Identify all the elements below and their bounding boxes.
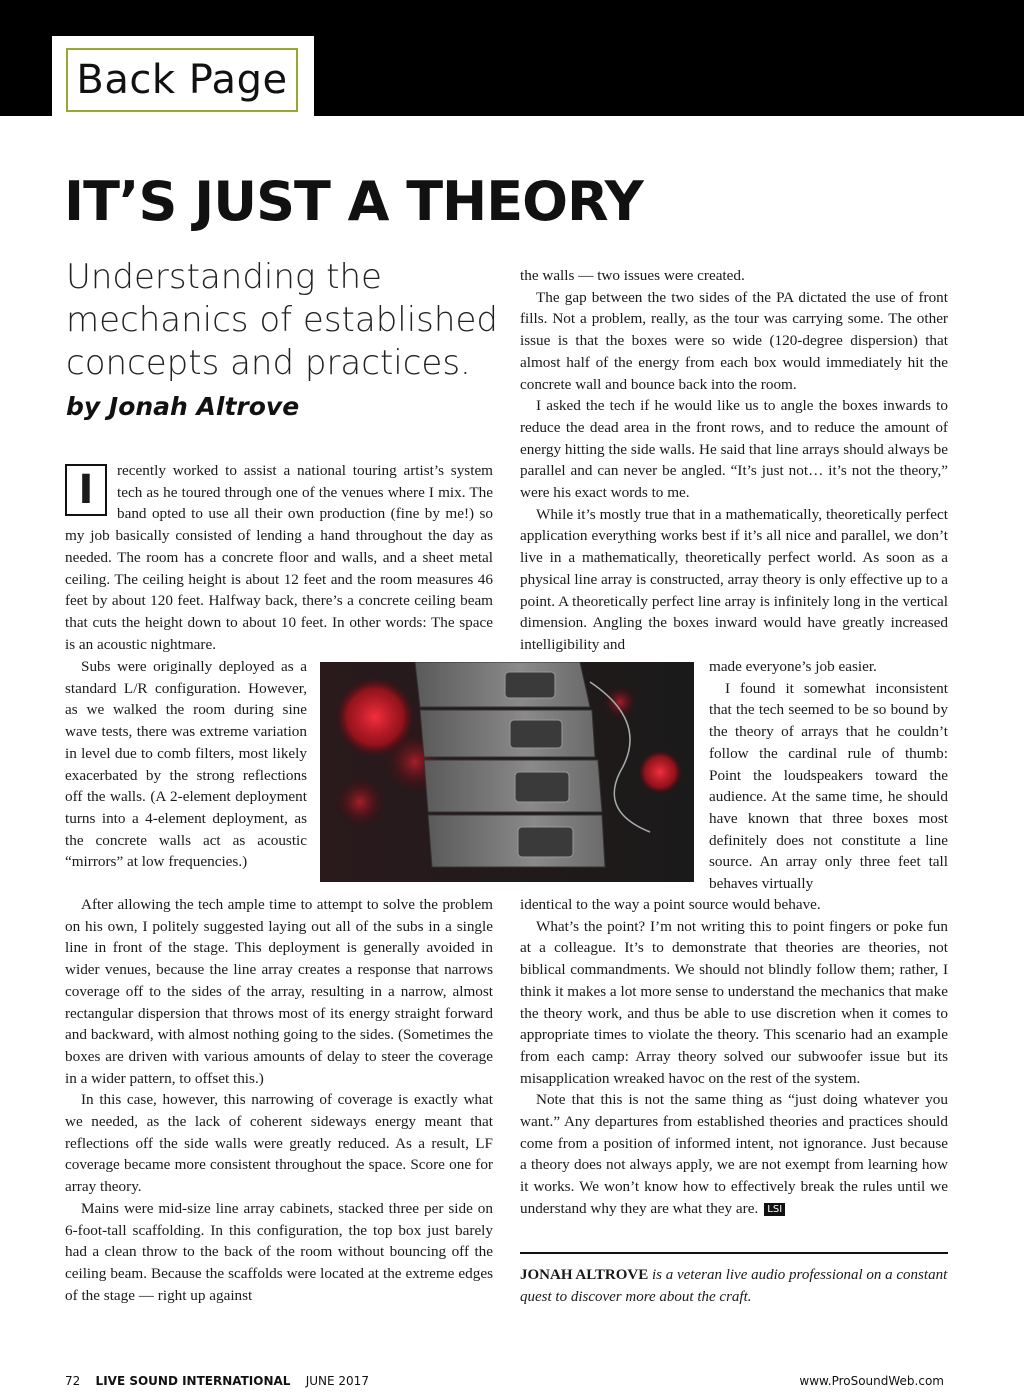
intro-paragraph: recently worked to assist a national touring artist’s system tech as he toured through one of the venues where I mix. The band opted to use all their own production (fine by me!) so my job basically consisted of lending a hand throughout the day as needed. The room has a concrete floor and walls, and a sheet metal ceiling. The ceiling height is about 12 feet and the room measures 46 feet by about 120 feet. Halfway back, there’s a concrete ceiling beam that cuts the height down to about 10 feet. In other words: The space is an acoustic nightmare. <box>65 462 493 653</box>
bio-text: is a veteran live audio professional on a constant quest to discover more about the craft. <box>520 1267 948 1305</box>
paragraph-note <box>520 1089 948 1219</box>
article-subtitle: Understanding the mechanics of established concepts and practices. <box>66 257 498 383</box>
paragraph-subs: Subs were originally deployed as a standard L/R configuration. However, as we walked the room during sine wave tests, there was extreme variation in level due to comb filters, most likely exacerbated by the strong reflections off the walls. (A 2-element deployment turns into a 4-element deployment, as the concrete walls act as acoustic “mirrors” at low frequencies.) <box>65 658 307 871</box>
article-title: IT’S JUST A THEORY <box>64 170 643 233</box>
end-mark: LSI <box>764 1203 785 1216</box>
publication-name: LIVE SOUND INTERNATIONAL <box>95 1374 291 1388</box>
paragraph-while-cont: made everyone’s job easier. <box>709 658 877 675</box>
intro-block <box>65 460 493 655</box>
paragraph-asked: I asked the tech if he would like us to angle the boxes inwards to reduce the dead area in the front rows, and to reduce the amount of energy hitting the side walls. He said that line arrays should always be parallel and can never be angled. “It’s just not… it’s not the theory,” were his exact words to me. <box>520 397 948 502</box>
line-array-photo <box>320 662 694 882</box>
line-array-photo-icon <box>320 662 694 882</box>
paragraph-found-cont: identical to the way a point source would behave. <box>520 896 821 913</box>
paragraph-while: While it’s mostly true that in a mathematically, theoretically perfect application everything works best if it’s all nice and parallel, we don’t live in a mathematically, theoretically perfect world. As soon as a physical line array is constructed, array theory is only effective up to a point. A theoretically perfect line array is infinitely long in the vertical dimension. Angling the boxes inward would have greatly increased intelligibility and <box>520 505 948 653</box>
right-column-top <box>520 265 948 656</box>
drop-cap: I <box>65 464 107 516</box>
section-label: Back Page <box>66 48 298 112</box>
bio-divider <box>520 1252 948 1254</box>
paragraph-found: I found it somewhat inconsistent that the tech seemed to be so bound by the theory of arrays that he couldn’t follow the cardinal rule of thumb: Point the loudspeakers toward the audience. At the same time, he should have known that three boxes most definitely does not constitute a line source. An array only three feet tall behaves virtually <box>709 679 948 893</box>
paragraph-after: After allowing the tech ample time to attempt to solve the problem on his own, I politely suggested laying out all of the subs in a single line in front of the stage. This deployment is generally avoided in wider venues, because the line array creates a response that narrows coverage off to the sides of the array, resulting in a narrow, almost rectangular dispersion that throws most of its energy straight forward and backward, with almost nothing going to the sides. (Sometimes the boxes are driven with various amounts of delay to steer the coverage in a wider pattern, to offset this.) <box>65 896 493 1087</box>
bio-name: JONAH ALTROVE <box>520 1267 649 1283</box>
article-byline: by Jonah Altrove <box>66 392 300 421</box>
right-column-bottom <box>520 894 948 1220</box>
paragraph-point: What’s the point? I’m not writing this to point fingers or poke fun at a colleague. It’s to demonstrate that theories are theories, not biblical commandments. We should not blindly follow them; rather, I think it makes a lot more sense to understand the mechanics that make the theory work, and thus be able to use discretion when it comes to appropriate times to violate the theory. This scenario had an example from each camp: Array theory solved our subwoofer issue but its misapplication wreaked havoc on the rest of the system. <box>520 917 948 1087</box>
website-link[interactable]: www.ProSoundWeb.com <box>799 1374 944 1388</box>
subs-block <box>65 656 307 873</box>
paragraph-note-text: Note that this is not the same thing as “just doing whatever you want.” Any departures from established theories and practices should come from a position of informed intent, not ignorance. Just because a theory does not always apply, we are not exempt from learning how it works. We won’t know how to effectively break the rules until we understand why they are what they are. <box>520 1091 948 1217</box>
paragraph-mains: Mains were mid-size line array cabinets, stacked three per side on 6-foot-tall scaffolding. In this configuration, the top box just barely had a clean throw to the back of the room without bouncing off the ceiling beam. Because the scaffolds were located at the extreme edges of the stage — right up against <box>65 1199 493 1304</box>
left-column-bottom <box>65 894 493 1306</box>
paragraph-case: In this case, however, this narrowing of coverage is exactly what we needed, as the lack of coherent sideways energy meant that reflections off the side walls were greatly reduced. As a result, LF coverage became more consistent throughout the space. Score one for array theory. <box>65 1091 493 1196</box>
footer-left <box>65 1374 369 1388</box>
paragraph-walls: the walls — two issues were created. <box>520 267 745 284</box>
paragraph-gap: The gap between the two sides of the PA dictated the use of front fills. Not a problem, really, as the tour was carrying some. The other issue is that the boxes were so wide (120-degree dispersion) that almost half of the energy from each box would immediately hit the concrete wall and bounce back into the room. <box>520 288 948 393</box>
right-column-middle <box>709 656 948 895</box>
issue-date: JUNE 2017 <box>305 1374 369 1388</box>
page-number: 72 <box>65 1374 81 1388</box>
section-label-box <box>52 36 314 116</box>
author-bio <box>520 1264 948 1308</box>
